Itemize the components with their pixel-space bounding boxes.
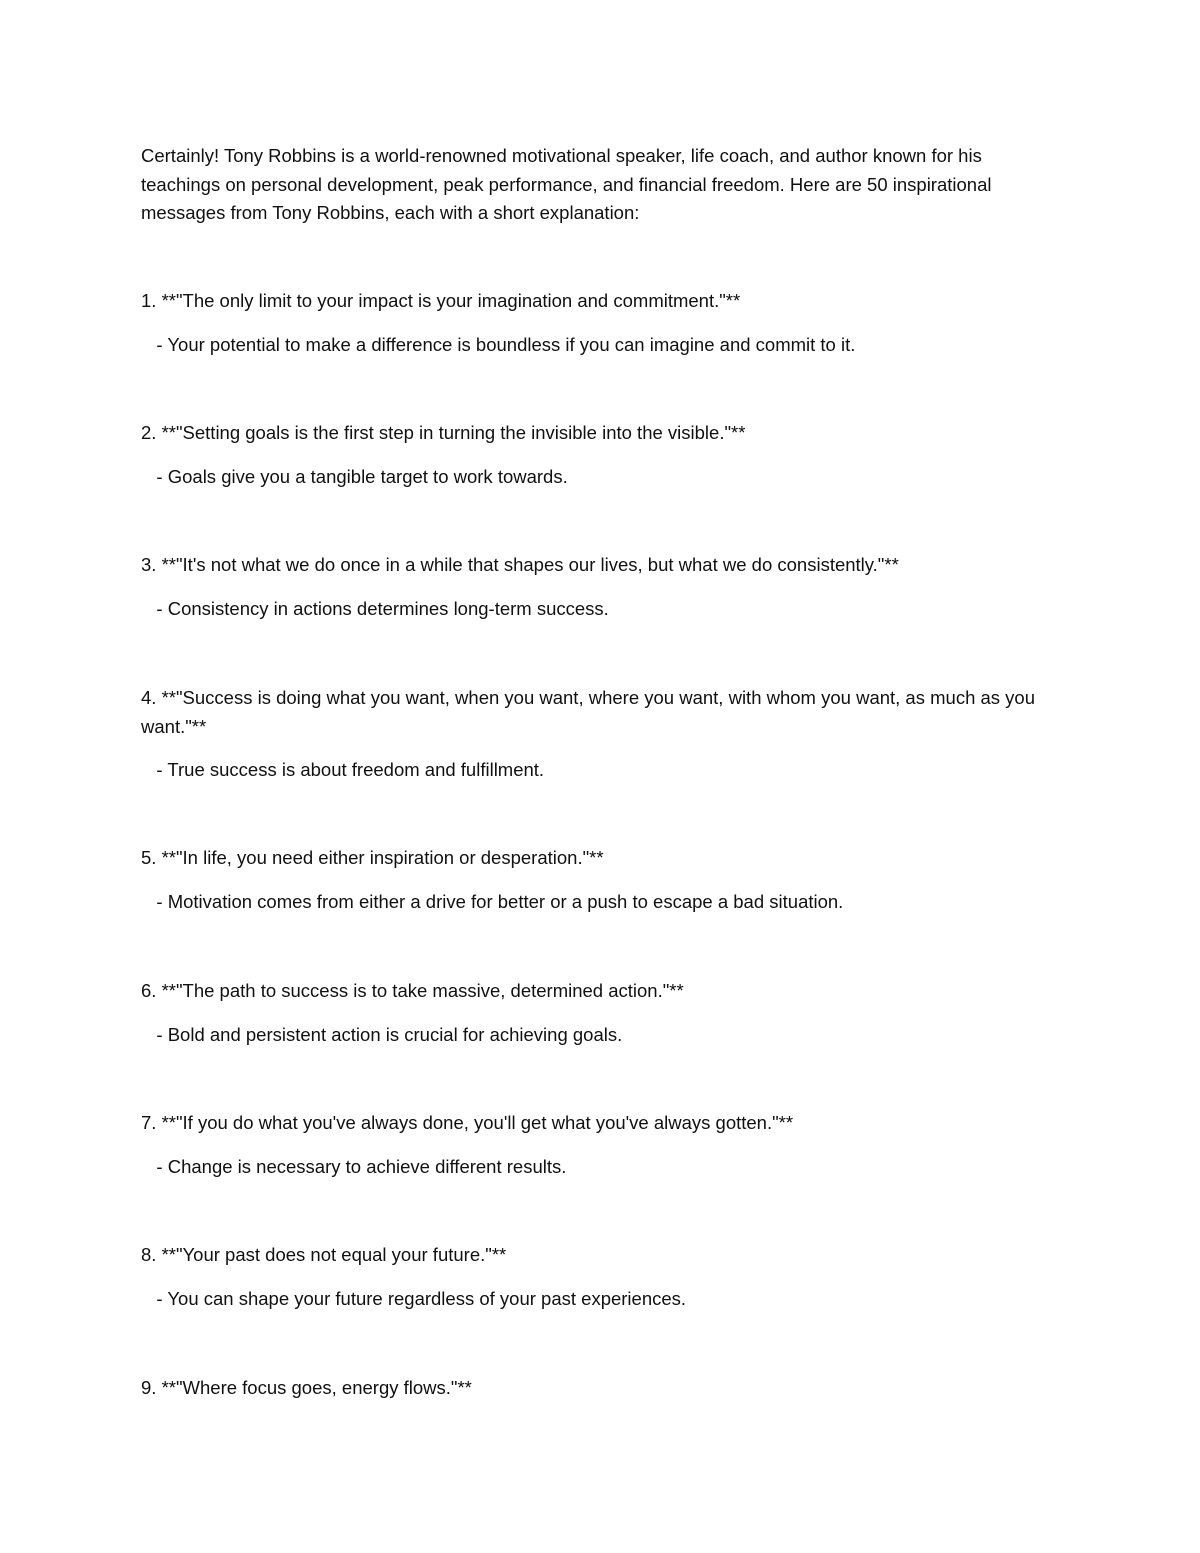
message-heading-5: 5. **"In life, you need either inspiration or desperation."** xyxy=(141,847,604,868)
message-heading-7: 7. **"If you do what you've always done, you'll get what you've always gotten."** xyxy=(141,1112,794,1133)
message-heading-9: 9. **"Where focus goes, energy flows."** xyxy=(141,1377,472,1398)
intro-paragraph: Certainly! Tony Robbins is a world-renowned motivational speaker, life coach, and author known for his teachings on personal development, peak performance, and financial freedom. Here are 50 inspirational messages from Tony Robbins, each with a short explanation: xyxy=(141,145,992,223)
message-explanation-3: - Consistency in actions determines long-term success. xyxy=(141,598,609,619)
message-explanation-2: - Goals give you a tangible target to work towards. xyxy=(141,466,568,487)
message-heading-6: 6. **"The path to success is to take massive, determined action."** xyxy=(141,980,684,1001)
message-heading-8: 8. **"Your past does not equal your future."** xyxy=(141,1244,507,1265)
message-explanation-7: - Change is necessary to achieve different results. xyxy=(141,1156,567,1177)
message-explanation-1: - Your potential to make a difference is boundless if you can imagine and commit to it. xyxy=(141,334,856,355)
message-heading-3: 3. **"It's not what we do once in a while that shapes our lives, but what we do consistently."** xyxy=(141,554,899,575)
message-heading-2: 2. **"Setting goals is the first step in turning the invisible into the visible."** xyxy=(141,422,746,443)
message-heading-4: 4. **"Success is doing what you want, when you want, where you want, with whom you want, as much as you want."** xyxy=(141,687,1035,737)
message-explanation-8: - You can shape your future regardless of your past experiences. xyxy=(141,1288,687,1309)
message-heading-1: 1. **"The only limit to your impact is your imagination and commitment."** xyxy=(141,290,741,311)
message-explanation-4: - True success is about freedom and fulfillment. xyxy=(141,759,545,780)
message-explanation-5: - Motivation comes from either a drive for better or a push to escape a bad situation. xyxy=(141,891,844,912)
message-explanation-6: - Bold and persistent action is crucial for achieving goals. xyxy=(141,1024,623,1045)
